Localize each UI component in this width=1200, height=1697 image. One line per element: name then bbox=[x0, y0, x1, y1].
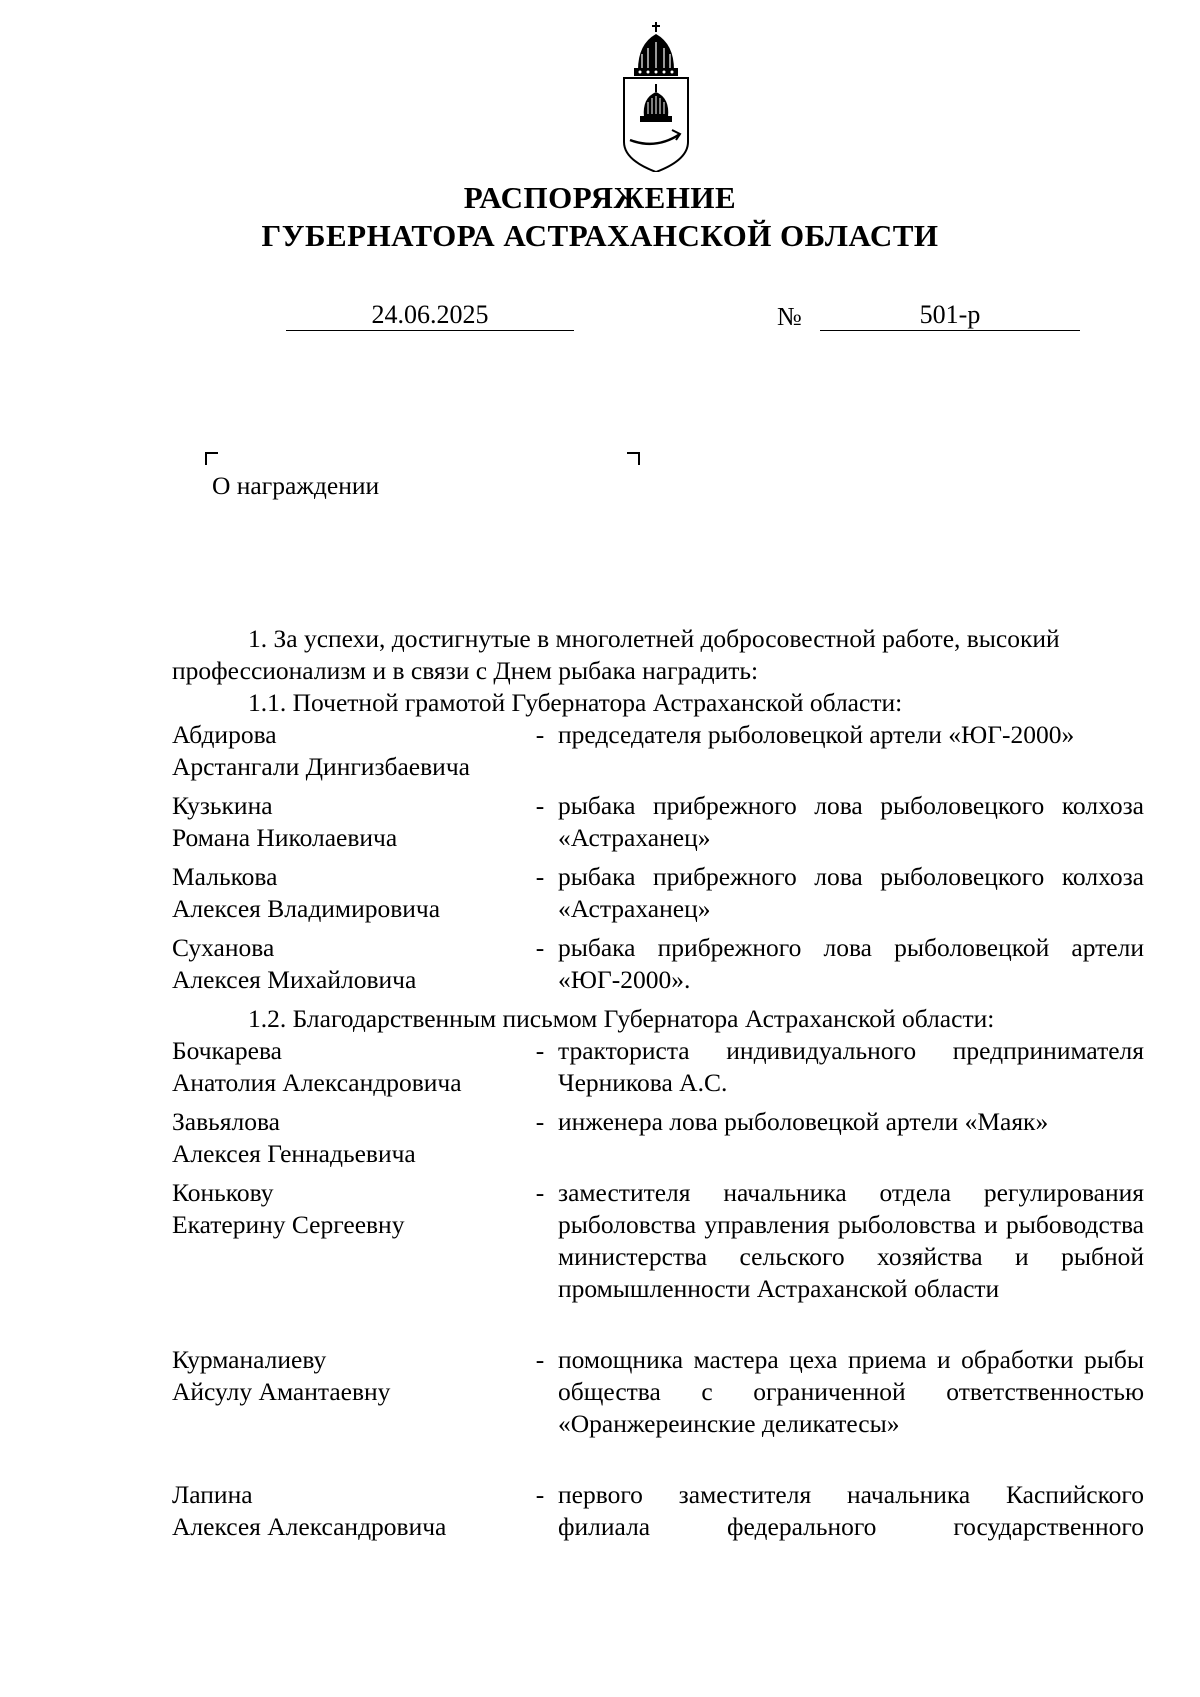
award-row bbox=[172, 1344, 1144, 1440]
intro-line-2: профессионализм и в связи с Днем рыбака наградить: bbox=[172, 656, 759, 685]
recipient-surname: Конькову bbox=[172, 1178, 274, 1207]
document-number: 501-р bbox=[820, 300, 1080, 331]
award-row bbox=[172, 1106, 1144, 1170]
section-2-heading: 1.2. Благодарственным письмом Губернатора Астраханской области: bbox=[248, 1004, 995, 1033]
recipient-given-names: Романа Николаевича bbox=[172, 823, 398, 852]
award-row bbox=[172, 790, 1144, 854]
recipient-given-names: Алексея Михайловича bbox=[172, 965, 417, 994]
award-row bbox=[172, 932, 1144, 996]
award-row bbox=[172, 861, 1144, 925]
section-1-heading: 1.1. Почетной грамотой Губернатора Астраханской области: bbox=[248, 688, 903, 717]
recipient-position: тракториста индивидуального предпринимателя Черникова А.С. bbox=[558, 1036, 1144, 1097]
recipient-given-names: Алексея Владимировича bbox=[172, 894, 441, 923]
recipient-given-names: Айсулу Амантаевну bbox=[172, 1377, 391, 1406]
row-dash: - bbox=[535, 1036, 545, 1065]
recipient-surname: Абдирова bbox=[172, 720, 277, 749]
award-row bbox=[172, 1035, 1144, 1099]
row-dash: - bbox=[535, 720, 545, 749]
intro-line-1: 1. За успехи, достигнутые в многолетней добросовестной работе, высокий bbox=[248, 624, 1060, 653]
recipient-surname: Лапина bbox=[172, 1480, 253, 1509]
recipient-given-names: Алексея Геннадьевича bbox=[172, 1139, 416, 1168]
recipient-surname: Кузькина bbox=[172, 791, 273, 820]
document-title-line1: РАСПОРЯЖЕНИЕ bbox=[463, 180, 737, 215]
recipient-surname: Курманалиеву bbox=[172, 1345, 327, 1374]
recipient-position: рыбака прибрежного лова рыболовецкого колхоза «Астраханец» bbox=[558, 791, 1144, 852]
document-subject: О награждении bbox=[212, 471, 380, 500]
recipient-surname: Малькова bbox=[172, 862, 278, 891]
document-date: 24.06.2025 bbox=[286, 300, 574, 331]
row-dash: - bbox=[535, 1345, 545, 1374]
subject-corner-right bbox=[627, 452, 640, 465]
row-dash: - bbox=[535, 862, 545, 891]
recipient-position: инженера лова рыболовецкой артели «Маяк» bbox=[558, 1107, 1049, 1136]
row-dash: - bbox=[535, 933, 545, 962]
recipient-position: рыбака прибрежного лова рыболовецкой артели «ЮГ-2000». bbox=[558, 933, 1144, 994]
number-sign: № bbox=[777, 302, 802, 331]
row-dash: - bbox=[535, 1107, 545, 1136]
recipient-given-names: Екатерину Сергеевну bbox=[172, 1210, 405, 1239]
recipient-surname: Суханова bbox=[172, 933, 275, 962]
award-row bbox=[172, 1177, 1144, 1305]
subject-corner-left bbox=[205, 452, 218, 465]
recipient-given-names: Алексея Александровича bbox=[172, 1512, 447, 1541]
recipient-given-names: Арстангали Дингизбаевича bbox=[172, 752, 470, 781]
recipient-surname: Бочкарева bbox=[172, 1036, 282, 1065]
recipient-position: первого заместителя начальника Каспийского филиала федерального государственного bbox=[558, 1480, 1144, 1541]
row-dash: - bbox=[535, 1480, 545, 1509]
recipient-position: заместителя начальника отдела регулирования рыболовства управления рыболовства и рыбоводства министерства сельского хозяйства и рыбной промышленности Астраханской области bbox=[558, 1178, 1144, 1303]
award-row bbox=[172, 1479, 1144, 1543]
recipient-given-names: Анатолия Александровича bbox=[172, 1068, 462, 1097]
recipient-surname: Завьялова bbox=[172, 1107, 280, 1136]
recipient-position: рыбака прибрежного лова рыболовецкого колхоза «Астраханец» bbox=[558, 862, 1144, 923]
document-title-line2: ГУБЕРНАТОРА АСТРАХАНСКОЙ ОБЛАСТИ bbox=[261, 218, 939, 253]
recipient-position: председателя рыболовецкой артели «ЮГ-2000» bbox=[558, 720, 1075, 749]
award-row bbox=[172, 719, 1144, 783]
row-dash: - bbox=[535, 1178, 545, 1207]
row-dash: - bbox=[535, 791, 545, 820]
coat-of-arms-emblem bbox=[620, 22, 692, 172]
recipient-position: помощника мастера цеха приема и обработки рыбы общества с ограниченной ответственностью «Оранжереинские деликатесы» bbox=[558, 1345, 1144, 1438]
